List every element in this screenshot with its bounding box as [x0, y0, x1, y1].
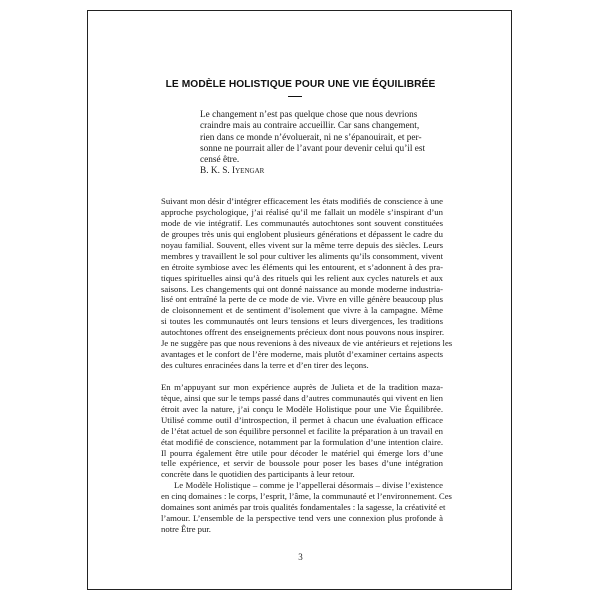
text-line: état modifié de conscience, notamment par la formulation d’une intention claire. [161, 436, 443, 447]
book-page [87, 10, 512, 590]
text-line: en cinq domaines : le corps, l’esprit, l’âme, la communauté et l’environnement. Ces [161, 491, 452, 502]
body-text [161, 196, 453, 535]
text-line: Je ne suggère pas que nous revenions à des niveaux de vie antérieurs et rejetions les [161, 338, 453, 349]
text-line: membres y travaillent le sol pour cultiver les aliments qu’ils consomment, vivent [161, 250, 443, 261]
epigraph-line: censé être. [200, 155, 240, 166]
epigraph-line: craindre mais au contraire accueillir. Car sans changement, [200, 121, 420, 132]
page-number: 3 [298, 552, 303, 562]
text-line: Utilisé comme outil d’introspection, il permet à chacun une évaluation efficace [161, 414, 443, 425]
text-line: si toutes les communautés ont leurs tensions et leurs divergences, les traditions [161, 316, 443, 327]
text-line: Il pourra également être utile pour décoder le matériel qui émerge lors d’une [161, 447, 443, 458]
text-line: notre Être pur. [161, 524, 211, 535]
paragraph-2 [161, 382, 443, 480]
epigraph-quote [200, 110, 435, 178]
text-line: étroit avec la nature, j’ai conçu le Modèle Holistique pour une Vie Équilibrée. [161, 403, 443, 414]
chapter-title: LE MODÈLE HOLISTIQUE POUR UNE VIE ÉQUILIBRÉE [165, 79, 436, 90]
text-line: Le Modèle Holistique – comme je l’appellerai désormais – divise l’existence [174, 480, 443, 491]
text-line: approche psychologique, j’ai réalisé qu’il me fallait un modèle s’inspirant d’un [161, 206, 443, 217]
paragraph-gap [161, 371, 443, 382]
text-line: saisons. Les changements qui ont donné naissance au monde moderne industria- [161, 283, 443, 294]
text-line: autochtones offrent des enseignements précieux dont nous pouvons nous inspirer. [161, 327, 445, 338]
text-line: l’amour. L’ensemble de la perspective tend vers une connexion plus profonde à [161, 513, 443, 524]
text-line: telle expérience, et servir de boussole pour poser les bases d’une intégration [161, 458, 443, 469]
text-line: En m’appuyant sur mon expérience auprès de Julieta et de la tradition maza- [161, 381, 443, 392]
text-line: avantages et le confort de l’ère moderne, mais plutôt d’examiner certains aspects [161, 349, 443, 360]
text-line: de cloisonnement et de sentiment d’isolement que vivre à la campagne. Même [161, 305, 443, 316]
title-rule [288, 96, 302, 97]
text-line: domaines sont animés par trois qualités fondamentales : la sagesse, la créativité et [161, 502, 446, 513]
epigraph-line: Le changement n’est pas quelque chose que nous devrions [200, 110, 418, 120]
text-line: mode de vie intégratif. Les communautés autochtones sont souvent constituées [161, 217, 443, 228]
epigraph-line: rien dans ce monde n’évoluerait, ni ne s’épanouirait, et per- [200, 132, 422, 143]
text-line: en étroite symbiose avec les éléments qui les entourent, et s’adonnent à des pra- [161, 261, 443, 272]
paragraph-1 [161, 196, 453, 371]
text-line: tèque, ainsi que sur le temps passé dans d’autres communautés qui vivent en lien [161, 392, 443, 403]
text-line: lisé ont entraîné la perte de ce mode de vie. Vivre en ville génère beaucoup plus [161, 294, 443, 305]
epigraph-line: sonne ne pourrait aller de l’avant pour devenir celui qu’il est [200, 143, 426, 154]
epigraph-author: B. K. S. Iyengar [200, 166, 265, 177]
text-line: de groupes très unis qui englobent plusieurs générations et dépassent le cadre du [161, 228, 443, 239]
text-line: de l’état actuel de son équilibre personnel et facilite la préparation à un travail en [161, 425, 443, 436]
text-line: Suivant mon désir d’intégrer efficacement les états modifiés de conscience à une [161, 196, 443, 206]
paragraph-3 [161, 480, 452, 535]
text-line: tiques spirituelles ainsi qu’à des rituels qui les relient aux cycles naturels et aux [161, 272, 443, 283]
text-line: des cultures enracinées dans la terre et d’en tirer des leçons. [161, 360, 369, 371]
text-line: concrète dans le quotidien des participants à leur retour. [161, 469, 355, 480]
text-line: noyau familial. Souvent, elles vivent sur la même terre depuis des siècles. Leurs [161, 239, 443, 250]
